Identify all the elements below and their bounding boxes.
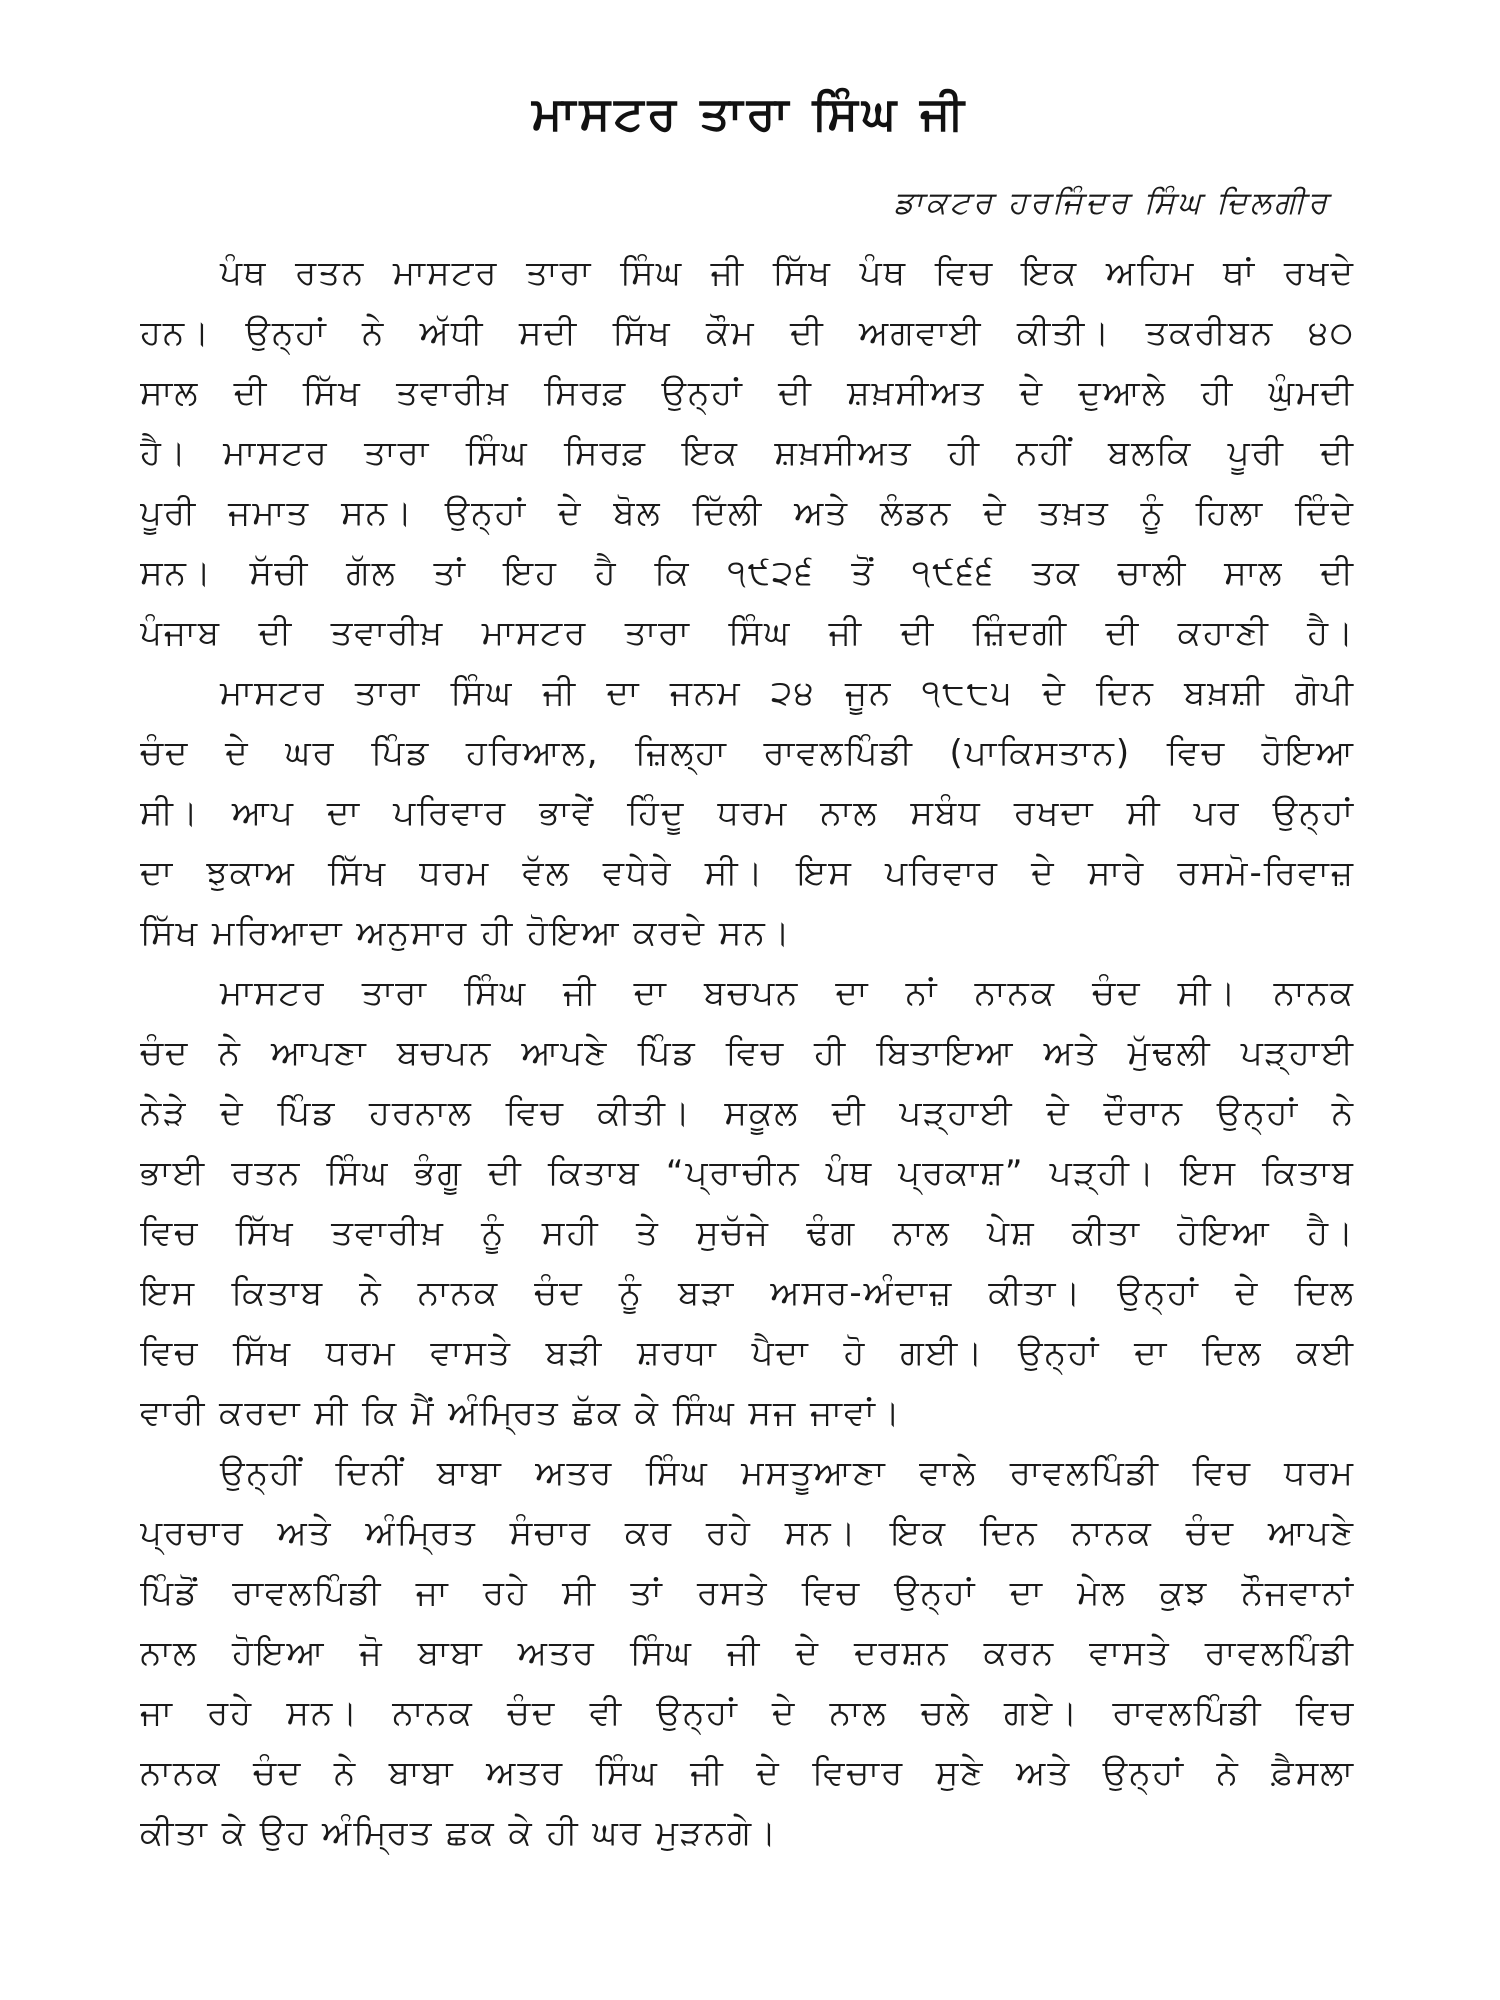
text-line: ਮਾਸਟਰ ਤਾਰਾ ਸਿੰਘ ਜੀ ਦਾ ਜਨਮ ੨੪ ਜੂਨ ੧੮੮੫ ਦੇ ਦਿਨ ਬਖ਼ਸ਼ੀ ਗੋਪੀ [220, 673, 1355, 713]
text-line: ਨੇੜੇ ਦੇ ਪਿੰਡ ਹਰਨਾਲ ਵਿਚ ਕੀਤੀ। ਸਕੂਲ ਦੀ ਪੜ੍ਹਾਈ ਦੇ ਦੌਰਾਨ ਉਨ੍ਹਾਂ ਨੇ [140, 1093, 1355, 1133]
text-line: ਨਾਲ ਹੋਇਆ ਜੋ ਬਾਬਾ ਅਤਰ ਸਿੰਘ ਜੀ ਦੇ ਦਰਸ਼ਨ ਕਰਨ ਵਾਸਤੇ ਰਾਵਲਪਿੰਡੀ [140, 1633, 1355, 1673]
text-line: ਦਾ ਝੁਕਾਅ ਸਿੱਖ ਧਰਮ ਵੱਲ ਵਧੇਰੇ ਸੀ। ਇਸ ਪਰਿਵਾਰ ਦੇ ਸਾਰੇ ਰਸਮੋ-ਰਿਵਾਜ਼ [140, 853, 1355, 893]
text-line: ਇਸ ਕਿਤਾਬ ਨੇ ਨਾਨਕ ਚੰਦ ਨੂੰ ਬੜਾ ਅਸਰ-ਅੰਦਾਜ਼ ਕੀਤਾ। ਉਨ੍ਹਾਂ ਦੇ ਦਿਲ [140, 1273, 1355, 1313]
text-line: ਵਿਚ ਸਿੱਖ ਤਵਾਰੀਖ਼ ਨੂੰ ਸਹੀ ਤੇ ਸੁਚੱਜੇ ਢੰਗ ਨਾਲ ਪੇਸ਼ ਕੀਤਾ ਹੋਇਆ ਹੈ। [140, 1213, 1355, 1253]
text-line: ਸੀ। ਆਪ ਦਾ ਪਰਿਵਾਰ ਭਾਵੇਂ ਹਿੰਦੂ ਧਰਮ ਨਾਲ ਸਬੰਧ ਰਖਦਾ ਸੀ ਪਰ ਉਨ੍ਹਾਂ [140, 793, 1355, 833]
text-line: ਸਿੱਖ ਮਰਿਆਦਾ ਅਨੁਸਾਰ ਹੀ ਹੋਇਆ ਕਰਦੇ ਸਨ। [140, 913, 792, 953]
text-line: ਪਿੰਡੋਂ ਰਾਵਲਪਿੰਡੀ ਜਾ ਰਹੇ ਸੀ ਤਾਂ ਰਸਤੇ ਵਿਚ ਉਨ੍ਹਾਂ ਦਾ ਮੇਲ ਕੁਝ ਨੌਜਵਾਨਾਂ [140, 1573, 1355, 1613]
text-line: ਚੰਦ ਨੇ ਆਪਣਾ ਬਚਪਨ ਆਪਣੇ ਪਿੰਡ ਵਿਚ ਹੀ ਬਿਤਾਇਆ ਅਤੇ ਮੁੱਢਲੀ ਪੜ੍ਹਾਈ [140, 1033, 1355, 1073]
article-body [140, 243, 1355, 1863]
text-line: ਚੰਦ ਦੇ ਘਰ ਪਿੰਡ ਹਰਿਆਲ, ਜ਼ਿਲ੍ਹਾ ਰਾਵਲਪਿੰਡੀ (ਪਾਕਿਸਤਾਨ) ਵਿਚ ਹੋਇਆ [140, 733, 1355, 773]
text-line: ਮਾਸਟਰ ਤਾਰਾ ਸਿੰਘ ਜੀ ਦਾ ਬਚਪਨ ਦਾ ਨਾਂ ਨਾਨਕ ਚੰਦ ਸੀ। ਨਾਨਕ [220, 973, 1355, 1013]
text-line: ਉਨ੍ਹੀਂ ਦਿਨੀਂ ਬਾਬਾ ਅਤਰ ਸਿੰਘ ਮਸਤੂਆਣਾ ਵਾਲੇ ਰਾਵਲਪਿੰਡੀ ਵਿਚ ਧਰਮ [220, 1453, 1355, 1493]
author-byline: ਡਾਕਟਰ ਹਰਜਿੰਦਰ ਸਿੰਘ ਦਿਲਗੀਰ [893, 185, 1330, 221]
page-title: ਮਾਸਟਰ ਤਾਰਾ ਸਿੰਘ ਜੀ [532, 86, 968, 140]
text-line: ਕੀਤਾ ਕੇ ਉਹ ਅੰਮ੍ਰਿਤ ਛਕ ਕੇ ਹੀ ਘਰ ਮੁੜਨਗੇ। [140, 1813, 778, 1853]
text-line: ਪੂਰੀ ਜਮਾਤ ਸਨ। ਉਨ੍ਹਾਂ ਦੇ ਬੋਲ ਦਿੱਲੀ ਅਤੇ ਲੰਡਨ ਦੇ ਤਖ਼ਤ ਨੂੰ ਹਿਲਾ ਦਿੰਦੇ [140, 493, 1355, 533]
text-line: ਪ੍ਰਚਾਰ ਅਤੇ ਅੰਮ੍ਰਿਤ ਸੰਚਾਰ ਕਰ ਰਹੇ ਸਨ। ਇਕ ਦਿਨ ਨਾਨਕ ਚੰਦ ਆਪਣੇ [140, 1513, 1355, 1553]
text-line: ਵਾਰੀ ਕਰਦਾ ਸੀ ਕਿ ਮੈਂ ਅੰਮ੍ਰਿਤ ਛੱਕ ਕੇ ਸਿੰਘ ਸਜ ਜਾਵਾਂ। [140, 1393, 902, 1433]
text-line: ਹਨ। ਉਨ੍ਹਾਂ ਨੇ ਅੱਧੀ ਸਦੀ ਸਿੱਖ ਕੌਮ ਦੀ ਅਗਵਾਈ ਕੀਤੀ। ਤਕਰੀਬਨ ੪੦ [140, 313, 1355, 353]
text-line: ਸਾਲ ਦੀ ਸਿੱਖ ਤਵਾਰੀਖ਼ ਸਿਰਫ਼ ਉਨ੍ਹਾਂ ਦੀ ਸ਼ਖ਼ਸੀਅਤ ਦੇ ਦੁਆਲੇ ਹੀ ਘੁੰਮਦੀ [140, 373, 1355, 413]
text-line: ਸਨ। ਸੱਚੀ ਗੱਲ ਤਾਂ ਇਹ ਹੈ ਕਿ ੧੯੨੬ ਤੋਂ ੧੯੬੬ ਤਕ ਚਾਲੀ ਸਾਲ ਦੀ [140, 553, 1355, 593]
text-line: ਜਾ ਰਹੇ ਸਨ। ਨਾਨਕ ਚੰਦ ਵੀ ਉਨ੍ਹਾਂ ਦੇ ਨਾਲ ਚਲੇ ਗਏ। ਰਾਵਲਪਿੰਡੀ ਵਿਚ [140, 1693, 1355, 1733]
text-line: ਵਿਚ ਸਿੱਖ ਧਰਮ ਵਾਸਤੇ ਬੜੀ ਸ਼ਰਧਾ ਪੈਦਾ ਹੋ ਗਈ। ਉਨ੍ਹਾਂ ਦਾ ਦਿਲ ਕਈ [140, 1333, 1355, 1373]
text-line: ਪੰਥ ਰਤਨ ਮਾਸਟਰ ਤਾਰਾ ਸਿੰਘ ਜੀ ਸਿੱਖ ਪੰਥ ਵਿਚ ਇਕ ਅਹਿਮ ਥਾਂ ਰਖਦੇ [220, 253, 1355, 293]
text-line: ਭਾਈ ਰਤਨ ਸਿੰਘ ਭੰਗੂ ਦੀ ਕਿਤਾਬ “ਪ੍ਰਾਚੀਨ ਪੰਥ ਪ੍ਰਕਾਸ਼” ਪੜ੍ਹੀ। ਇਸ ਕਿਤਾਬ [140, 1153, 1355, 1193]
text-line: ਹੈ। ਮਾਸਟਰ ਤਾਰਾ ਸਿੰਘ ਸਿਰਫ਼ ਇਕ ਸ਼ਖ਼ਸੀਅਤ ਹੀ ਨਹੀਂ ਬਲਕਿ ਪੂਰੀ ਦੀ [140, 433, 1355, 473]
text-line: ਪੰਜਾਬ ਦੀ ਤਵਾਰੀਖ਼ ਮਾਸਟਰ ਤਾਰਾ ਸਿੰਘ ਜੀ ਦੀ ਜ਼ਿੰਦਗੀ ਦੀ ਕਹਾਣੀ ਹੈ। [140, 613, 1355, 653]
text-line: ਨਾਨਕ ਚੰਦ ਨੇ ਬਾਬਾ ਅਤਰ ਸਿੰਘ ਜੀ ਦੇ ਵਿਚਾਰ ਸੁਣੇ ਅਤੇ ਉਨ੍ਹਾਂ ਨੇ ਫ਼ੈਸਲਾ [140, 1753, 1355, 1793]
